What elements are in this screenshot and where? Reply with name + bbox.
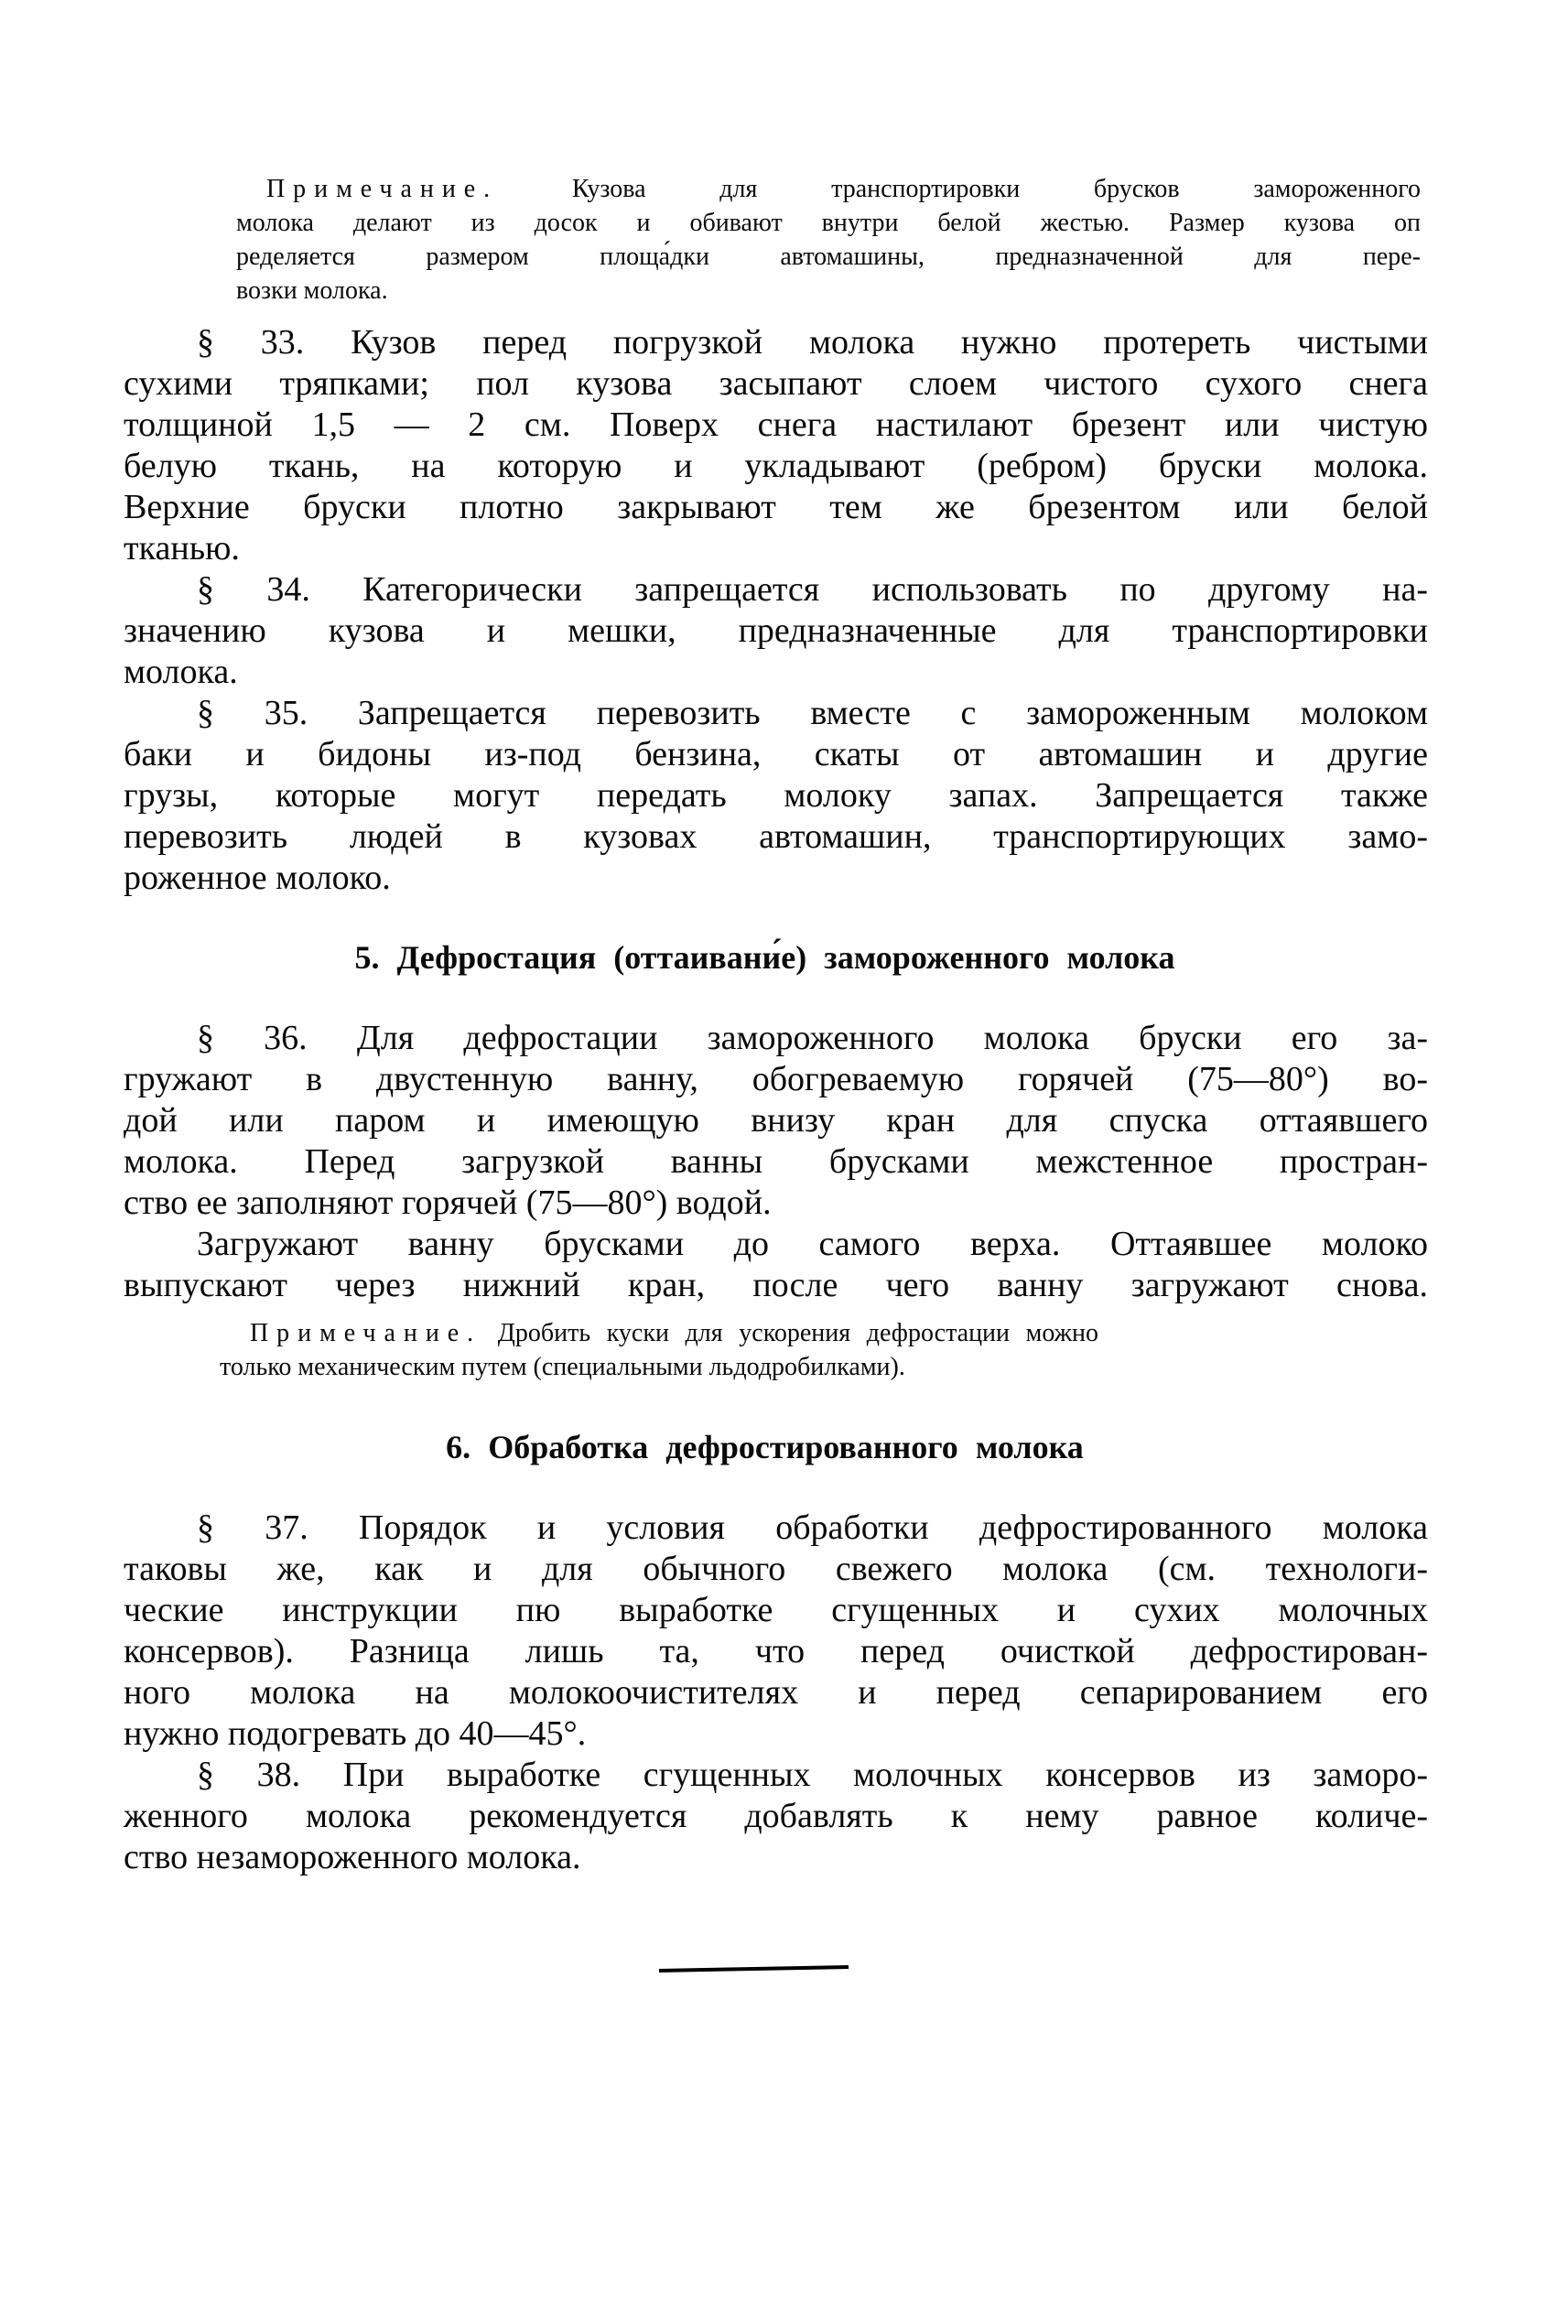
para-35-line: § 35. Запрещается перевозить вместе с замороженным молоком (197, 694, 1428, 732)
para-36-line: гружают в двустенную ванну, обогреваемую горячей (75—80°) во- (124, 1060, 1428, 1098)
note-line (236, 172, 1421, 206)
note-line-text: Кузова для транспортировки брусков замороженного (571, 175, 1421, 203)
para-33-line: белую ткань, на которую и укладывают (ребром) бруски молока. (124, 447, 1428, 485)
body-block-defrost (124, 1018, 1428, 1306)
note-line-text: Дробить куски для ускорения дефростации можно (497, 1319, 1098, 1347)
para-36-continuation (124, 1224, 1428, 1306)
para-38-line: женного молока рекомендуется добавлять к нему равное количе- (124, 1797, 1428, 1835)
para-36-line: ство ее заполняют горячей (75—80°) водой. (124, 1184, 772, 1222)
para-38 (124, 1755, 1428, 1878)
para-38-line: ство незамороженного молока. (124, 1838, 581, 1876)
para-35-line: грузы, которые могут передать молоку запах. Запрещается также (124, 776, 1428, 815)
top-note (124, 172, 1428, 308)
body-block-transport (124, 322, 1428, 899)
para-33-line: тканью. (124, 529, 240, 567)
section-divider (659, 1965, 849, 1973)
para-37-line: § 37. Порядок и условия обработки дефростированного молока (197, 1508, 1428, 1547)
para-33-line: сухими тряпками; пол кузова засыпают слоем чистого сухого снега (124, 364, 1428, 403)
para-36 (124, 1018, 1428, 1224)
note-line: ределяется размером площа́дки автомашины, предназначенной для пере- (236, 243, 1421, 271)
para-33-line: толщиной 1,5 — 2 см. Поверх снега настилают брезент или чистую (124, 405, 1428, 444)
note-line: возки молока. (236, 276, 388, 305)
para-34 (124, 569, 1428, 693)
para-35-line: перевозить людей в кузовах автомашин, транспортирующих замо- (124, 817, 1428, 856)
note-line: молока делают из досок и обивают внутри белой жестью. Размер кузова оп (236, 209, 1421, 237)
para-37-line: таковы же, как и для обычного свежего молока (см. технологи- (124, 1550, 1428, 1588)
para-36-line: § 36. Для дефростации замороженного молока бруски его за- (197, 1019, 1428, 1057)
para-35-line: баки и бидоны из-под бензина, скаты от автомашин и другие (124, 735, 1428, 773)
defrost-note (124, 1316, 1428, 1384)
note-label: Примечание. (266, 175, 499, 203)
para-37-line: консервов). Разница лишь та, что перед очисткой дефростирован- (124, 1632, 1428, 1670)
para-36-cont-line: выпускают через нижний кран, после чего ванну загружают снова. (124, 1266, 1428, 1304)
body-block-processing (124, 1508, 1428, 1878)
para-35 (124, 693, 1428, 899)
para-37 (124, 1508, 1428, 1755)
para-33-line: Верхние бруски плотно закрывают тем же брезентом или белой (124, 488, 1428, 526)
section-5-heading: 5. Дефростация (оттаивани́е) замороженного молока (354, 939, 1175, 976)
para-34-line: значению кузова и мешки, предназначенные для транспортировки (124, 611, 1428, 650)
para-37-line: нужно подогревать до 40—45°. (124, 1714, 587, 1753)
para-36-line: молока. Перед загрузкой ванны брусками межстенное простран- (124, 1142, 1428, 1181)
para-37-line: ного молока на молокоочистителях и перед сепарированием его (124, 1673, 1428, 1712)
note-label: Примечание. (250, 1319, 482, 1347)
para-34-line: молока. (124, 653, 238, 691)
para-36-cont-line: Загружают ванну брусками до самого верха. Оттаявшее молоко (197, 1225, 1428, 1263)
para-36-line: дой или паром и имеющую внизу кран для спуска оттаявшего (124, 1101, 1428, 1140)
para-38-line: § 38. При выработке сгущенных молочных консервов из заморо- (197, 1756, 1428, 1794)
para-35-line: роженное молоко. (124, 859, 391, 897)
para-37-line: ческие инструкции пю выработке сгущенных и сухих молочных (124, 1591, 1428, 1629)
note-line: только механическим путем (специальными льдодробилками). (220, 1353, 905, 1381)
note-line (220, 1316, 1098, 1350)
para-33 (124, 322, 1428, 569)
para-34-line: § 34. Категорически запрещается использовать по другому на- (197, 570, 1428, 609)
section-6-heading: 6. Обработка дефростированного молока (446, 1429, 1084, 1465)
para-33-line: § 33. Кузов перед погрузкой молока нужно протереть чистыми (197, 323, 1428, 362)
